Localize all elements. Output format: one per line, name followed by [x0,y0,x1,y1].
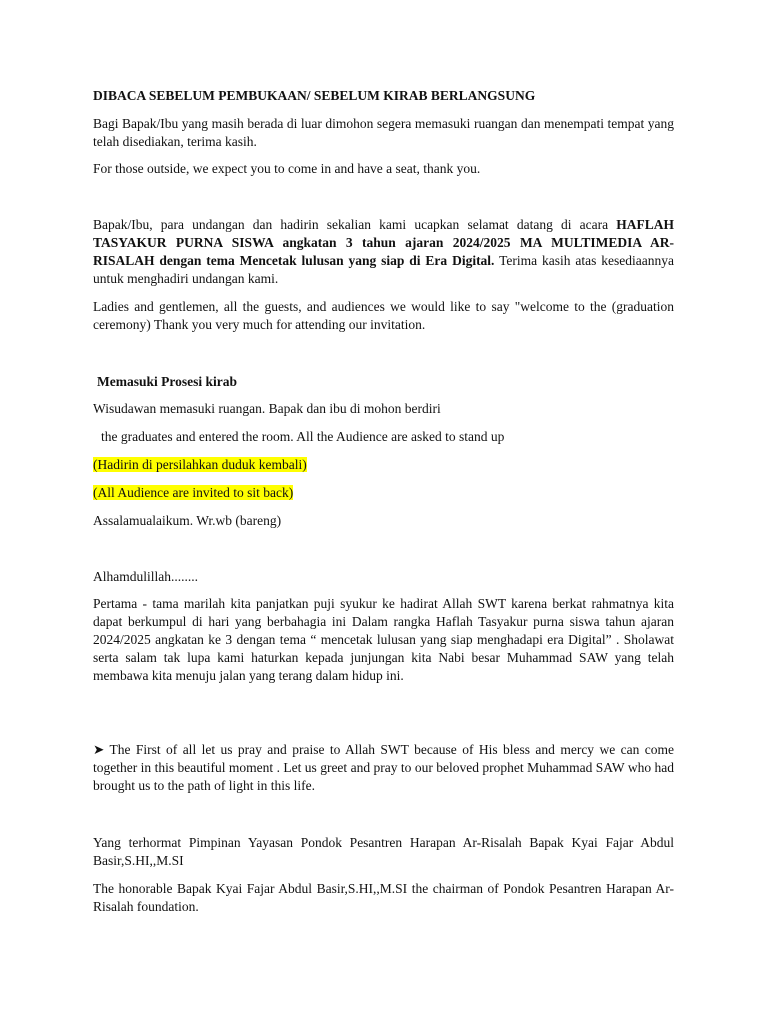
paragraph-honorable-id: Yang terhormat Pimpinan Yayasan Pondok Pesantren Harapan Ar-Risalah Bapak Kyai Fajar Abdul Basir,S.HI,,M.SI [93,835,674,868]
paragraph-opening-en [93,741,674,795]
event-name: HAFLAH TASYAKUR PURNA SISWA angkatan 3 tahun ajaran 2024/2025 MA MULTIMEDIA AR-RISALAH dengan tema Mencetak lulusan yang siap di Era Digital. [93,217,674,268]
paragraph-honorable-en: The honorable Bapak Kyai Fajar Abdul Basir,S.HI,,M.SI the chairman of Pondok Pesantren Harapan Ar-Risalah foundation. [93,881,674,914]
highlighted-text: (All Audience are invited to sit back) [93,485,294,500]
paragraph-opening-id: Pertama - tama marilah kita panjatkan puji syukur ke hadirat Allah SWT karena berkat rahmatnya kita dapat berkumpul di hari yang berbahagia ini Dalam rangka Haflah Tasyakur purna siswa tahun ajaran 2024/2025 angkatan ke 3 dengan tema “ mencetak lulusan yang siap menghadapi era Digital” . Sholawat serta salam tak lupa kami haturkan kepada junjungan kita Nabi besar Muhammad SAW yang telah membawa kita menuju jalan yang terang dalam hidup ini. [93,596,674,683]
paragraph-procession-en: the graduates and entered the room. All the Audience are asked to stand up [101,429,505,444]
paragraph-procession-id: Wisudawan memasuki ruangan. Bapak dan ibu di mohon berdiri [93,401,441,416]
highlighted-text: (Hadirin di persilahkan duduk kembali) [93,457,307,472]
highlight-sit-id [93,456,674,474]
paragraph-welcome-id [93,216,674,288]
paragraph-alhamdulillah: Alhamdulillah........ [93,569,198,584]
paragraph-greeting: Assalamualaikum. Wr.wb (bareng) [93,513,282,528]
paragraph-invite-in-id: Bagi Bapak/Ibu yang masih berada di luar dimohon segera memasuki ruangan dan menempati tempat yang telah disediakan, terima kasih. [93,116,674,149]
highlight-sit-en [93,484,674,502]
welcome-intro: Bapak/Ibu, para undangan dan hadirin sekalian kami ucapkan selamat datang di acara [93,217,617,232]
welcome-thanks: Terima kasih atas kesediaannya untuk menghadiri undangan kami. [93,253,674,286]
arrow-bullet-icon: ➤ [93,742,105,757]
document-title: DIBACA SEBELUM PEMBUKAAN/ SEBELUM KIRAB BERLANGSUNG [93,88,536,103]
paragraph-invite-in-en: For those outside, we expect you to come in and have a seat, thank you. [93,161,481,176]
opening-en-text: The First of all let us pray and praise to Allah SWT because of His bless and mercy we can come together in this beautiful moment . Let us greet and pray to our beloved prophet Muhammad SAW who had brought us to the path of light in this life. [93,742,674,793]
paragraph-welcome-en: Ladies and gentlemen, all the guests, and audiences we would like to say "welcome to the (graduation ceremony) Thank you very much for attending our invitation. [93,299,674,332]
section-heading: Memasuki Prosesi kirab [97,374,238,389]
